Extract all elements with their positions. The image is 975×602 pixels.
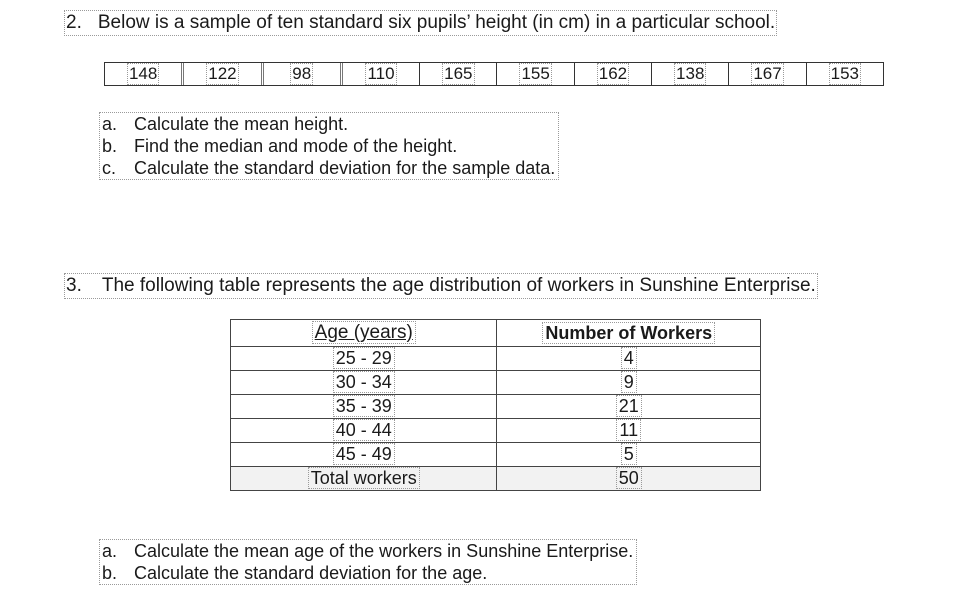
total-value-cell: 50 <box>497 467 761 491</box>
height-cell: 148 <box>105 63 184 85</box>
workers-cell: 21 <box>497 395 761 419</box>
table-row <box>231 395 761 419</box>
list-item: b. Find the median and mode of the height. <box>102 136 458 156</box>
age-cell: 25 - 29 <box>231 347 497 371</box>
workers-cell: 9 <box>497 371 761 395</box>
height-cell: 138 <box>652 63 729 85</box>
table-row <box>231 371 761 395</box>
age-cell: 40 - 44 <box>231 419 497 443</box>
table-total-row <box>231 467 761 491</box>
height-cell: 167 <box>729 63 806 85</box>
list-item: a. Calculate the mean height. <box>102 114 349 134</box>
age-cell: 45 - 49 <box>231 443 497 467</box>
height-cell: 110 <box>343 63 420 85</box>
question-2-parts <box>100 113 558 179</box>
table-row <box>231 443 761 467</box>
list-item: a. Calculate the mean age of the workers in Sunshine Enterprise. <box>102 541 634 561</box>
height-cell: 162 <box>575 63 652 85</box>
question-2-number: 2. <box>66 12 82 33</box>
age-distribution-table <box>230 319 761 491</box>
total-label-cell: Total workers <box>231 467 497 491</box>
table-row <box>231 347 761 371</box>
question-2-text: Below is a sample of ten standard six pupils’ height (in cm) in a particular school. <box>97 12 776 33</box>
table-row <box>231 419 761 443</box>
heights-strip <box>104 62 884 86</box>
workers-cell: 11 <box>497 419 761 443</box>
age-cell: 35 - 39 <box>231 395 497 419</box>
workers-cell: 4 <box>497 347 761 371</box>
question-2-prompt <box>66 12 775 34</box>
height-cell: 153 <box>830 64 859 83</box>
question-3-prompt <box>66 275 816 297</box>
age-column-header: Age (years) <box>231 320 497 347</box>
height-cell: 165 <box>420 63 497 85</box>
height-cell: 98 <box>264 63 343 85</box>
workers-column-header: Number of Workers <box>497 320 761 347</box>
age-cell: 30 - 34 <box>231 371 497 395</box>
question-3-text: The following table represents the age distribution of workers in Sunshine Enterprise. <box>101 275 816 296</box>
question-3-number: 3. <box>66 275 82 296</box>
table-header-row <box>231 320 761 347</box>
list-item: b. Calculate the standard deviation for the age. <box>102 563 488 583</box>
workers-cell: 5 <box>497 443 761 467</box>
list-item: c. Calculate the standard deviation for the sample data. <box>102 158 556 178</box>
height-cell: 122 <box>184 63 263 85</box>
height-cell: 155 <box>497 63 574 85</box>
question-3-parts <box>100 540 636 584</box>
